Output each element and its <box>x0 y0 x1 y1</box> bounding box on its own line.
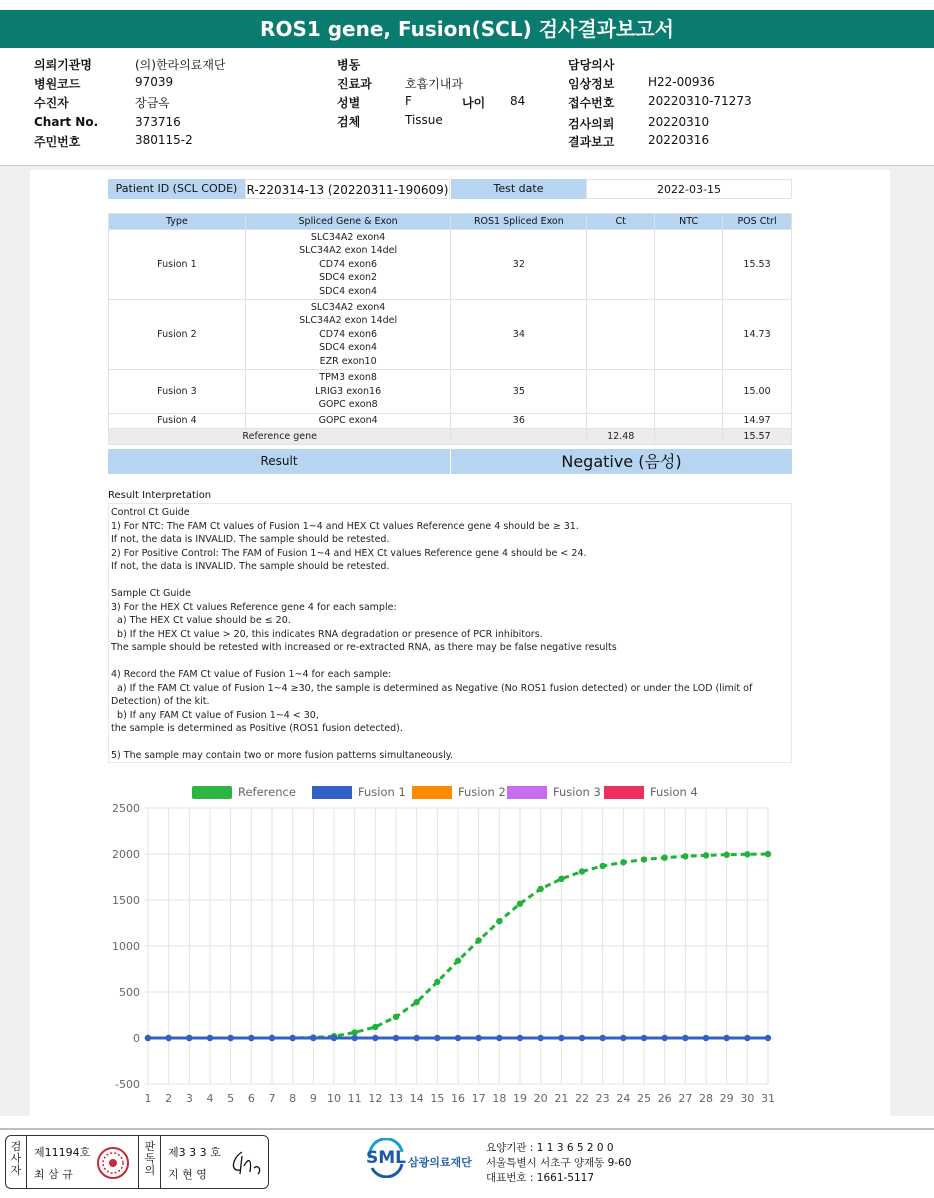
x-tick-label: 14 <box>409 1092 424 1105</box>
x-tick-label: 3 <box>185 1092 193 1105</box>
interpretation-line: If not, the data is INVALID. The sample should be retested. <box>111 561 390 572</box>
cell-pos-ctrl: 15.53 <box>723 230 792 300</box>
report-date-value: 20220316 <box>648 133 710 147</box>
x-tick-label: 18 <box>492 1092 507 1105</box>
cell-genes <box>245 370 451 414</box>
x-tick-label: 28 <box>699 1092 713 1105</box>
reference-pos-ctrl: 15.57 <box>723 428 792 444</box>
gene-exon: SDC4 exon4 <box>319 285 378 297</box>
data-point <box>661 1035 667 1041</box>
reference-label: Reference gene <box>109 428 451 444</box>
hospital-code-label: 병원코드 <box>34 77 81 91</box>
interpretation-line: a) The HEX Ct value should be ≤ 20. <box>111 615 291 626</box>
amplification-chart <box>100 778 790 1110</box>
gene-exon: SLC34A2 exon 14del <box>299 315 398 327</box>
data-point <box>744 851 750 857</box>
x-tick-label: 5 <box>227 1092 235 1105</box>
data-point <box>765 851 771 857</box>
data-point <box>475 937 481 943</box>
data-point <box>393 1014 399 1020</box>
data-point <box>579 1035 585 1041</box>
x-tick-label: 10 <box>327 1092 341 1105</box>
examiner-seal-icon <box>96 1146 130 1180</box>
data-point <box>455 958 461 964</box>
data-point <box>496 918 502 924</box>
table-row <box>109 230 792 300</box>
data-point <box>393 1035 399 1041</box>
test-date-value: 2022-03-15 <box>586 179 792 199</box>
x-tick-label: 17 <box>471 1092 486 1105</box>
test-date-label: Test date <box>451 179 586 199</box>
col-header-genes: Spliced Gene & Exon <box>245 214 451 230</box>
patient-name-label: 수진자 <box>34 96 69 110</box>
data-point <box>434 1035 440 1041</box>
gene-exon: SDC4 exon2 <box>319 272 378 284</box>
data-point <box>165 1035 171 1041</box>
results-table <box>108 213 792 445</box>
interpretation-line: The sample should be retested with increased or re-extracted RNA, as there may be false negative results <box>111 642 617 653</box>
x-tick-label: 2 <box>165 1092 173 1105</box>
data-point <box>537 886 543 892</box>
cell-ros1-exon: 35 <box>451 370 587 414</box>
signature-box <box>5 1135 269 1189</box>
table-row <box>109 370 792 414</box>
data-point <box>537 1035 543 1041</box>
specimen-value: Tissue <box>405 113 443 127</box>
hospital-value: (의)한라의료재단 <box>135 58 226 72</box>
table-row <box>109 414 792 429</box>
cell-ntc <box>655 300 723 370</box>
legend-label: Reference <box>238 785 296 799</box>
org-name: 삼광의료재단 <box>408 1156 472 1169</box>
data-point <box>558 1035 564 1041</box>
cell-type: Fusion 1 <box>109 230 246 300</box>
reference-ct: 12.48 <box>587 428 655 444</box>
reviewer-name: 지 현 영 <box>168 1168 207 1181</box>
interpretation-line <box>111 736 789 750</box>
x-tick-label: 12 <box>368 1092 383 1105</box>
data-point <box>641 1035 647 1041</box>
interpretation-box <box>108 503 792 763</box>
data-point <box>413 999 419 1005</box>
x-tick-label: 30 <box>740 1092 755 1105</box>
data-point <box>579 868 585 874</box>
chart-no-value: 373716 <box>135 115 181 129</box>
vertical-label-char: 자 <box>10 1164 22 1177</box>
x-tick-label: 15 <box>430 1092 445 1105</box>
data-point <box>765 1035 771 1041</box>
x-tick-label: 27 <box>678 1092 693 1105</box>
hospital-label: 의뢰기관명 <box>34 58 92 72</box>
department-value: 호흡기내과 <box>405 77 463 91</box>
gene-exon: SLC34A2 exon 14del <box>299 245 398 257</box>
patient-id-label: Patient ID (SCL CODE) <box>108 179 245 199</box>
x-tick-label: 23 <box>595 1092 610 1105</box>
data-point <box>372 1035 378 1041</box>
interpretation-title: Result Interpretation <box>108 490 212 501</box>
x-tick-label: 26 <box>657 1092 672 1105</box>
specimen-label: 검체 <box>337 115 361 129</box>
reviewer-license-no: 제3 3 3 호 <box>168 1146 221 1159</box>
data-point <box>331 1035 337 1041</box>
data-point <box>372 1024 378 1030</box>
cell-ct <box>587 230 655 300</box>
resident-no-label: 주민번호 <box>34 135 81 149</box>
col-header-pos-ctrl: POS Ctrl <box>723 214 792 230</box>
vertical-label-char: 검 <box>10 1140 22 1153</box>
data-point <box>599 863 605 869</box>
x-tick-label: 4 <box>206 1092 214 1105</box>
interpretation-line: 2) For Positive Control: The FAM of Fusion 1~4 and HEX Ct values Reference gene 4 should be < 24. <box>111 547 587 559</box>
cell-ros1-exon: 36 <box>451 414 587 429</box>
reviewer-signature-icon <box>228 1148 264 1178</box>
col-header-type: Type <box>109 214 246 230</box>
data-point <box>723 852 729 858</box>
vertical-label-char: 독 <box>144 1152 156 1165</box>
data-point <box>351 1029 357 1035</box>
vertical-label-char: 판 <box>144 1140 156 1153</box>
data-point <box>269 1035 275 1041</box>
data-point <box>289 1035 295 1041</box>
report-title: ROS1 gene, Fusion(SCL) 검사결과보고서 <box>0 10 934 48</box>
data-point <box>620 859 626 865</box>
sml-logo-text: SML <box>366 1148 406 1168</box>
y-tick-label: 2500 <box>112 802 140 815</box>
x-tick-label: 24 <box>616 1092 631 1105</box>
col-header-ros1-exon: ROS1 Spliced Exon <box>451 214 587 230</box>
interpretation-line: If not, the data is INVALID. The sample should be retested. <box>111 534 390 545</box>
resident-no-value: 380115-2 <box>135 133 193 147</box>
x-tick-label: 13 <box>389 1092 403 1105</box>
cell-ntc <box>655 370 723 414</box>
data-point <box>558 876 564 882</box>
x-tick-label: 19 <box>513 1092 527 1105</box>
org-phone: 대표번호 : 1661-5117 <box>486 1172 595 1184</box>
cell-pos-ctrl: 15.00 <box>723 370 792 414</box>
data-point <box>641 856 647 862</box>
gene-exon: GOPC exon8 <box>318 399 378 411</box>
examiner-label <box>8 1141 24 1177</box>
reference-row <box>109 428 792 444</box>
gene-exon: TPM3 exon8 <box>319 372 377 384</box>
y-tick-label: 2000 <box>112 848 140 861</box>
age-value: 84 <box>510 94 526 108</box>
legend-swatch <box>312 786 352 799</box>
x-tick-label: 31 <box>761 1092 775 1105</box>
patient-name-value: 장금옥 <box>135 96 170 110</box>
x-tick-label: 22 <box>575 1092 589 1105</box>
cell-genes <box>245 300 451 370</box>
interpretation-line: the sample is determined as Positive (ROS1 fusion detected). <box>111 723 403 734</box>
legend-swatch <box>604 786 644 799</box>
interpretation-line: 4) Record the FAM Ct value of Fusion 1~4 for each sample: <box>111 669 392 680</box>
data-point <box>682 853 688 859</box>
data-point <box>351 1035 357 1041</box>
data-point <box>661 854 667 860</box>
legend-label: Fusion 2 <box>458 785 506 799</box>
gene-exon: CD74 exon6 <box>319 258 378 270</box>
vertical-label-char: 의 <box>144 1164 156 1177</box>
examiner-name: 최 삼 규 <box>34 1168 73 1181</box>
interpretation-line <box>111 574 789 588</box>
cell-ntc <box>655 230 723 300</box>
interpretation-line: a) If the FAM Ct value of Fusion 1~4 ≥30, the sample is determined as Negative (No ROS1 fusion detected) or under the LOD (limit of Detection) of the kit. <box>111 682 756 707</box>
data-point <box>703 1035 709 1041</box>
reference-exon <box>451 428 587 444</box>
data-point <box>186 1035 192 1041</box>
interpretation-line: 1) For NTC: The FAM Ct values of Fusion 1~4 and HEX Ct values Reference gene 4 should be ≥ 31. <box>111 520 579 532</box>
y-tick-label: 1500 <box>112 894 140 907</box>
interpretation-line: b) If the HEX Ct value > 20, this indicates RNA degradation or presence of PCR inhibitors. <box>111 628 543 640</box>
cell-ros1-exon: 34 <box>451 300 587 370</box>
ward-label: 병동 <box>337 58 361 72</box>
cell-ros1-exon: 32 <box>451 230 587 300</box>
cell-pos-ctrl: 14.97 <box>723 414 792 429</box>
gene-exon: LRIG3 exon16 <box>315 385 382 397</box>
sex-label: 성별 <box>337 96 361 110</box>
legend-swatch <box>192 786 232 799</box>
x-tick-label: 16 <box>451 1092 465 1105</box>
hospital-code-value: 97039 <box>135 75 174 89</box>
data-point <box>517 1035 523 1041</box>
data-point <box>517 900 523 906</box>
data-point <box>496 1035 502 1041</box>
patient-id-value: R-220314-13 (20220311-190609) <box>245 179 450 199</box>
data-point <box>145 1035 151 1041</box>
legend-label: Fusion 1 <box>358 785 406 799</box>
data-point <box>703 852 709 858</box>
cell-ntc <box>655 414 723 429</box>
clinical-info-label: 임상정보 <box>568 77 615 91</box>
data-point <box>310 1035 316 1041</box>
accession-label: 접수번호 <box>568 96 615 110</box>
cell-type: Fusion 3 <box>109 370 246 414</box>
x-tick-label: 29 <box>719 1092 734 1105</box>
x-tick-label: 8 <box>289 1092 297 1105</box>
data-point <box>475 1035 481 1041</box>
chart-no-label: Chart No. <box>34 115 99 129</box>
reference-ntc <box>655 428 723 444</box>
cell-genes <box>245 414 451 429</box>
cell-type: Fusion 2 <box>109 300 246 370</box>
reviewer-label <box>142 1141 158 1177</box>
gene-exon: SLC34A2 exon4 <box>310 301 386 313</box>
interpretation-line <box>111 655 789 669</box>
interpretation-line: Sample Ct Guide <box>111 588 191 599</box>
org-address: 서울특별시 서초구 양재동 9-60 <box>486 1157 632 1169</box>
legend-label: Fusion 4 <box>650 785 698 799</box>
clinical-info-value: H22-00936 <box>648 75 715 89</box>
x-tick-label: 11 <box>347 1092 362 1105</box>
x-tick-label: 9 <box>309 1092 317 1105</box>
data-point <box>248 1035 254 1041</box>
cell-ct <box>587 370 655 414</box>
interpretation-line: 3) For the HEX Ct values Reference gene 4 for each sample: <box>111 601 397 613</box>
col-header-ntc: NTC <box>655 214 723 230</box>
data-point <box>599 1035 605 1041</box>
doctor-label: 담당의사 <box>568 58 615 72</box>
request-date-value: 20220310 <box>648 115 710 129</box>
report-footer <box>0 1128 934 1198</box>
x-tick-label: 25 <box>637 1092 651 1105</box>
x-tick-label: 21 <box>554 1092 569 1105</box>
y-tick-label: 0 <box>133 1032 140 1045</box>
cell-ct <box>587 300 655 370</box>
request-date-label: 검사의뢰 <box>568 117 615 131</box>
data-point <box>455 1035 461 1041</box>
vertical-label-char: 사 <box>10 1152 22 1165</box>
legend-swatch <box>507 786 547 799</box>
x-tick-label: 7 <box>268 1092 276 1105</box>
y-tick-label: 1000 <box>112 940 140 953</box>
interpretation-line: b) If any FAM Ct value of Fusion 1~4 < 30, <box>111 709 319 721</box>
data-point <box>413 1035 419 1041</box>
interpretation-line: 5) The sample may contain two or more fusion patterns simultaneously. <box>111 750 454 761</box>
data-point <box>434 979 440 985</box>
result-value: Negative (음성) <box>451 449 792 474</box>
data-point <box>744 1035 750 1041</box>
data-point <box>227 1035 233 1041</box>
sex-value: F <box>405 94 412 108</box>
col-header-ct: Ct <box>587 214 655 230</box>
x-tick-label: 20 <box>533 1092 548 1105</box>
gene-exon: CD74 exon6 <box>319 328 378 340</box>
department-label: 진료과 <box>337 77 372 91</box>
data-point <box>620 1035 626 1041</box>
gene-exon: SLC34A2 exon4 <box>310 231 386 243</box>
cell-genes <box>245 230 451 300</box>
interpretation-line: Control Ct Guide <box>111 507 190 518</box>
age-label: 나이 <box>462 96 486 110</box>
legend-swatch <box>412 786 452 799</box>
cell-ct <box>587 414 655 429</box>
data-point <box>682 1035 688 1041</box>
gene-exon: GOPC exon4 <box>318 415 378 426</box>
data-point <box>723 1035 729 1041</box>
data-point <box>207 1035 213 1041</box>
accession-value: 20220310-71273 <box>648 94 752 108</box>
legend-label: Fusion 3 <box>553 785 601 799</box>
y-tick-label: -500 <box>115 1078 140 1091</box>
gene-exon: SDC4 exon4 <box>319 342 378 354</box>
x-tick-label: 6 <box>247 1092 255 1105</box>
y-tick-label: 500 <box>119 986 140 999</box>
x-tick-label: 1 <box>144 1092 152 1105</box>
report-date-label: 결과보고 <box>568 135 615 149</box>
org-code: 요양기관 : 1 1 3 6 5 2 0 0 <box>486 1142 614 1154</box>
report-header <box>0 48 934 166</box>
cell-pos-ctrl: 14.73 <box>723 300 792 370</box>
table-row <box>109 300 792 370</box>
gene-exon: EZR exon10 <box>319 355 377 367</box>
cell-type: Fusion 4 <box>109 414 246 429</box>
examiner-license-no: 제11194호 <box>34 1146 91 1159</box>
result-label: Result <box>108 449 450 474</box>
